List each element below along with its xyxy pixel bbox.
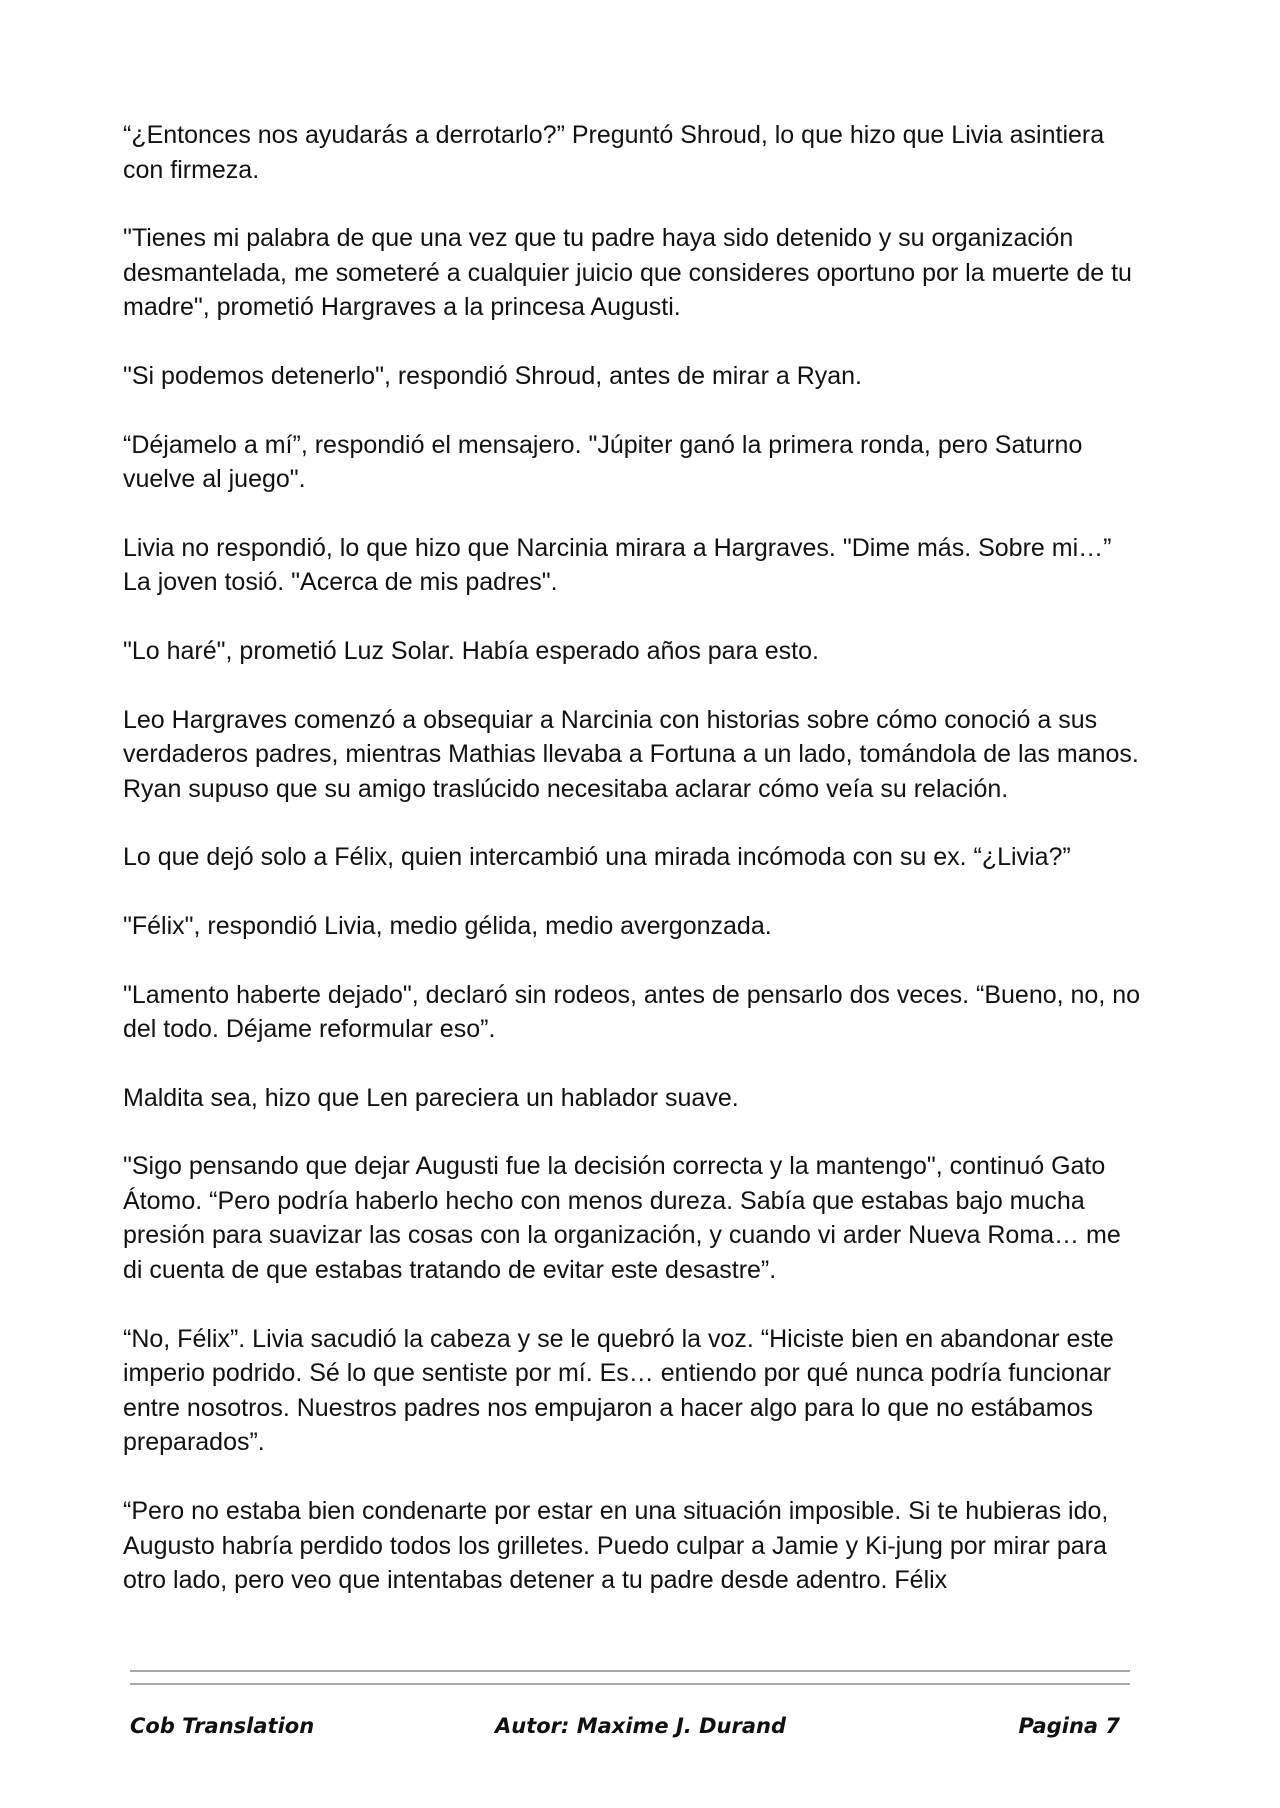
paragraph: Leo Hargraves comenzó a obsequiar a Narcinia con historias sobre cómo conoció a sus verdaderos padres, mientras Mathias llevaba a Fortuna a un lado, tomándola de las manos. Ryan supuso que su amigo traslúcido necesitaba aclarar cómo veía su relación. <box>123 705 1139 803</box>
footer-divider-top <box>130 1670 1130 1672</box>
page-body <box>123 118 1143 1632</box>
footer-author: Autor: Maxime J. Durand <box>495 1714 786 1738</box>
paragraph: Maldita sea, hizo que Len pareciera un hablador suave. <box>123 1083 739 1112</box>
footer-translator: Cob Translation <box>130 1714 315 1738</box>
paragraph: "Félix", respondió Livia, medio gélida, medio avergonzada. <box>123 911 772 940</box>
paragraph: "Lamento haberte dejado", declaró sin rodeos, antes de pensarlo dos veces. “Bueno, no, no del todo. Déjame reformular eso”. <box>123 980 1141 1044</box>
paragraph: “¿Entonces nos ayudarás a derrotarlo?” Preguntó Shroud, lo que hizo que Livia asintiera con firmeza. <box>123 121 1105 184</box>
page-footer <box>130 1714 1120 1750</box>
paragraph: “Déjamelo a mí”, respondió el mensajero. "Júpiter ganó la primera ronda, pero Saturno vuelve al juego". <box>123 430 1083 494</box>
paragraph: "Tienes mi palabra de que una vez que tu padre haya sido detenido y su organización desmantelada, me someteré a cualquier juicio que consideres oportuno por la muerte de tu madre", prometió Hargraves a la princesa Augusti. <box>123 224 1132 322</box>
paragraph: "Sigo pensando que dejar Augusti fue la decisión correcta y la mantengo", continuó Gato Átomo. “Pero podría haberlo hecho con menos dureza. Sabía que estabas bajo mucha presión para suavizar las cosas con la organización, y cuando vi arder Nueva Roma… me di cuenta de que estabas tratando de evitar este desastre”. <box>123 1152 1121 1285</box>
footer-page-number: Pagina 7 <box>1018 1714 1120 1738</box>
paragraph: Livia no respondió, lo que hizo que Narcinia mirara a Hargraves. "Dime más. Sobre mi…” La joven tosió. "Acerca de mis padres". <box>123 533 1112 597</box>
paragraph: "Lo haré", prometió Luz Solar. Había esperado años para esto. <box>123 636 819 665</box>
paragraph: “No, Félix”. Livia sacudió la cabeza y se le quebró la voz. “Hiciste bien en abandonar este imperio podrido. Sé lo que sentiste por mí. Es… entiendo por qué nunca podría funcionar entre nosotros. Nuestros padres nos empujaron a hacer algo para lo que no estábamos preparados”. <box>123 1324 1114 1457</box>
footer-divider-bottom <box>130 1683 1130 1685</box>
paragraph: "Si podemos detenerlo", respondió Shroud, antes de mirar a Ryan. <box>123 361 863 390</box>
paragraph: Lo que dejó solo a Félix, quien intercambió una mirada incómoda con su ex. “¿Livia?” <box>123 843 1071 872</box>
paragraph: “Pero no estaba bien condenarte por estar en una situación imposible. Si te hubieras ido, Augusto habría perdido todos los grilletes. Puedo culpar a Jamie y Ki-jung por mirar para otro lado, pero veo que intentabas detener a tu padre desde adentro. Félix <box>123 1497 1109 1595</box>
